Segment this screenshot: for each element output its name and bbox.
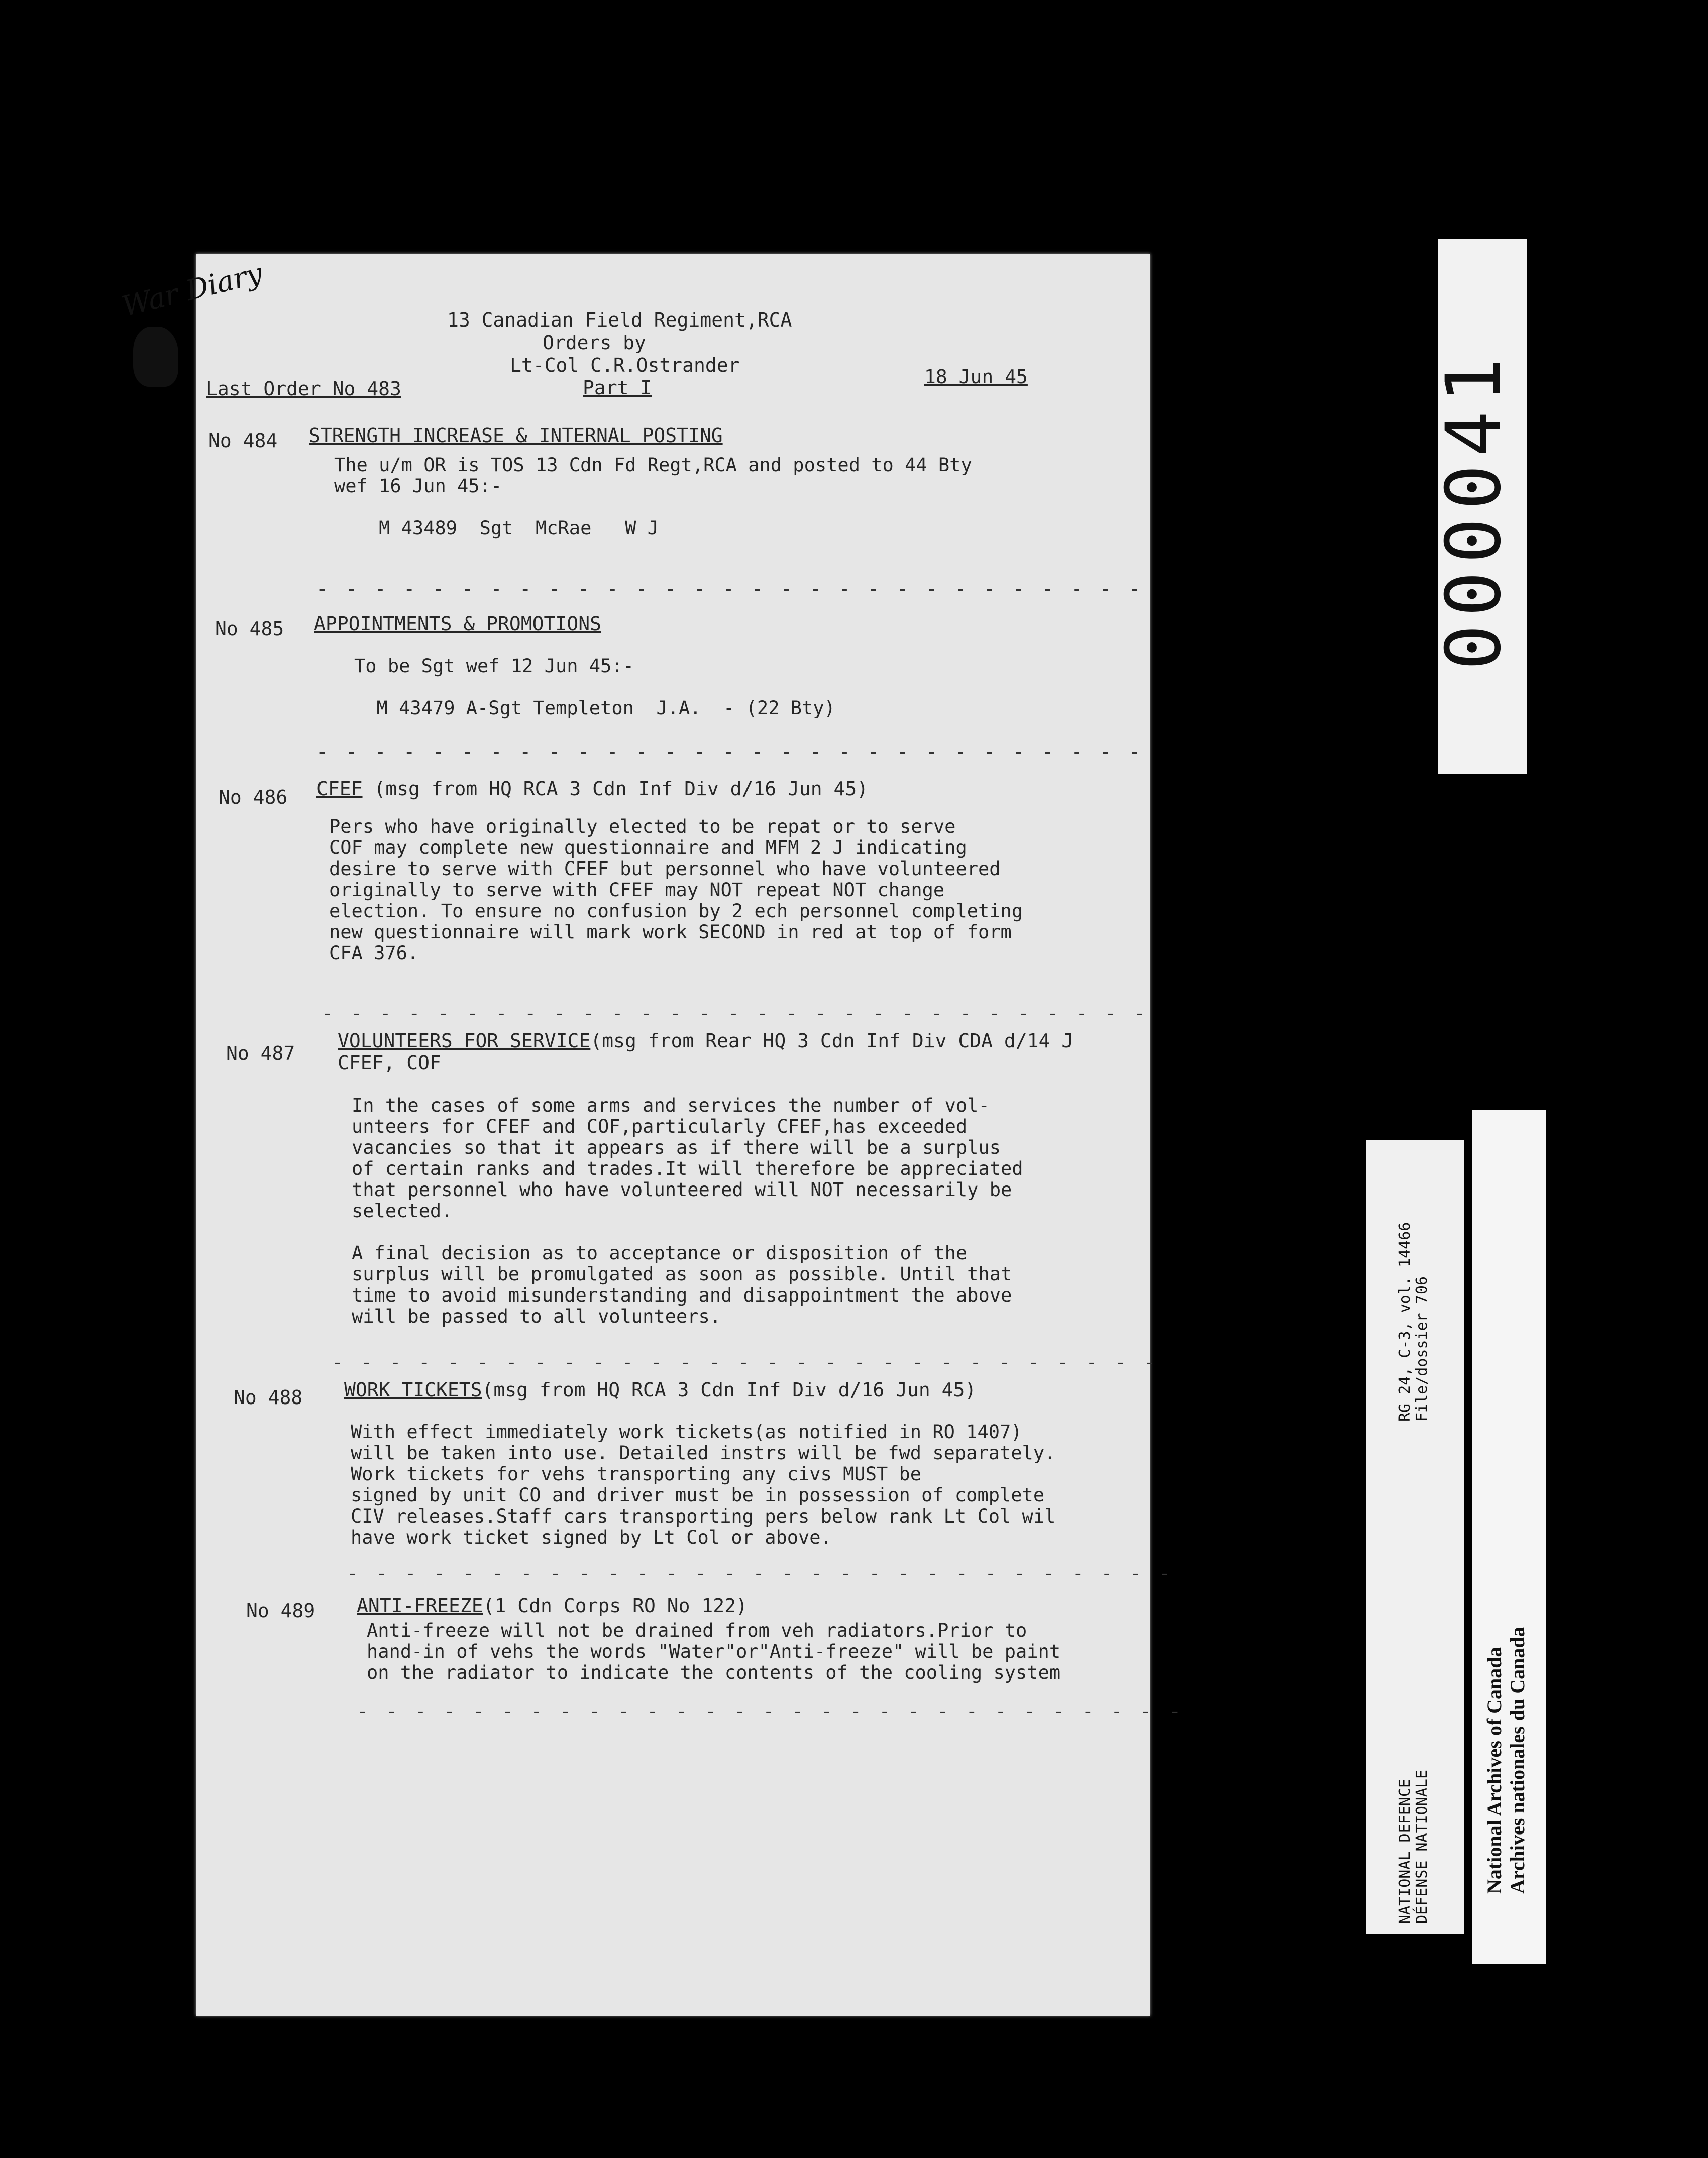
part: Part I [583, 377, 652, 399]
page-number-stamp [1430, 239, 1527, 774]
order-number: No 484 [208, 429, 278, 452]
order-body: With effect immediately work tickets(as notified in RO 1407) will be taken into use. Detailed instrs will be fwd separately. Work tickets for vehs transporting any civs MUST be signed by unit CO and driver must be in possession of complete CIV releases.Staff cars transporting pers below rank Lt Col wil have work ticket signed by Lt Col or above. [351, 1421, 1056, 1548]
divider: - - - - - - - - - - - - - - - - - - - - - - - - - - - - - [347, 1562, 1174, 1584]
order-title: APPOINTMENTS & PROMOTIONS [314, 613, 601, 635]
archive-ref: RG 24, C-3, vol. 14466 File/dossier 706 [1396, 1222, 1431, 1422]
order-title: CFEF (msg from HQ RCA 3 Cdn Inf Div d/16 Jun 45) [316, 778, 869, 800]
order-title: WORK TICKETS(msg from HQ RCA 3 Cdn Inf Div d/16 Jun 45) [344, 1379, 977, 1401]
order-number: No 488 [234, 1386, 303, 1409]
divider: - - - - - - - - - - - - - - - - - - - - - - - - - - - - - [332, 1351, 1159, 1373]
divider: - - - - - - - - - - - - - - - - - - - - - - - - - - - - - [357, 1700, 1184, 1722]
order-title: STRENGTH INCREASE & INTERNAL POSTING [309, 424, 723, 447]
commander: Lt-Col C.R.Ostrander [510, 354, 740, 376]
divider: - - - - - - - - - - - - - - - - - - - - - - - - - - - - - [316, 741, 1144, 763]
national-archives-label [1472, 1110, 1546, 1964]
order-number: No 489 [246, 1600, 315, 1622]
ink-blot [133, 327, 178, 387]
archive-department: NATIONAL DEFENCE DÉFENSE NATIONALE [1396, 1769, 1431, 1924]
divider: - - - - - - - - - - - - - - - - - - - - - - - - - - - - - [322, 1002, 1149, 1024]
order-body: In the cases of some arms and services the number of vol- unteers for CFEF and COF,particularly CFEF,has exceeded vacancies so that it appears as if there will be a surplus of certain ranks and trades.It will therefore be appreciated that personnel who have volunteered will NOT necessarily be selected. A final decision as to acceptance or disposition of the surplus will be promulgated as soon as possible. Until that time to avoid misunderstanding and disappointment the above will be passed to all volunteers. [352, 1095, 1023, 1327]
unit-name: 13 Canadian Field Regiment,RCA [447, 309, 792, 331]
order-number: No 485 [215, 618, 284, 640]
handwritten-note: War Diary [119, 257, 266, 323]
order-number: No 487 [226, 1042, 295, 1064]
order-title: VOLUNTEERS FOR SERVICE(msg from Rear HQ 3 Cdn Inf Div CDA d/14 J [338, 1030, 1074, 1052]
last-order: Last Order No 483 [206, 378, 401, 400]
archive-reference-label [1366, 1140, 1464, 1934]
order-body: To be Sgt wef 12 Jun 45:- M 43479 A-Sgt Templeton J.A. - (22 Bty) [354, 655, 835, 719]
stamp-number: 000041 [1430, 350, 1518, 670]
order-date: 18 Jun 45 [924, 366, 1028, 388]
order-subtitle: CFEF, COF [338, 1052, 441, 1074]
order-title: ANTI-FREEZE(1 Cdn Corps RO No 122) [357, 1595, 748, 1617]
archives-name: National Archives of Canada Archives nationales du Canada [1483, 1627, 1529, 1894]
order-number: No 486 [219, 786, 288, 808]
order-body: Pers who have originally elected to be repat or to serve COF may complete new questionnaire and MFM 2 J indicating desire to serve with CFEF but personnel who have volunteered originally to serve with CFEF may NOT repeat NOT change election. To ensure no confusion by 2 ech personnel completing new questionnaire will mark work SECOND in red at top of form CFA 376. [329, 816, 1023, 964]
divider: - - - - - - - - - - - - - - - - - - - - - - - - - - - - - [316, 578, 1144, 600]
order-body: The u/m OR is TOS 13 Cdn Fd Regt,RCA and posted to 44 Bty wef 16 Jun 45:- M 43489 Sgt McRae W J [334, 454, 972, 539]
order-body: Anti-freeze will not be drained from veh radiators.Prior to hand-in of vehs the words "Water"or"Anti-freeze" will be paint on the radiator to indicate the contents of the cooling system [367, 1620, 1061, 1683]
orders-by: Orders by [543, 332, 646, 354]
